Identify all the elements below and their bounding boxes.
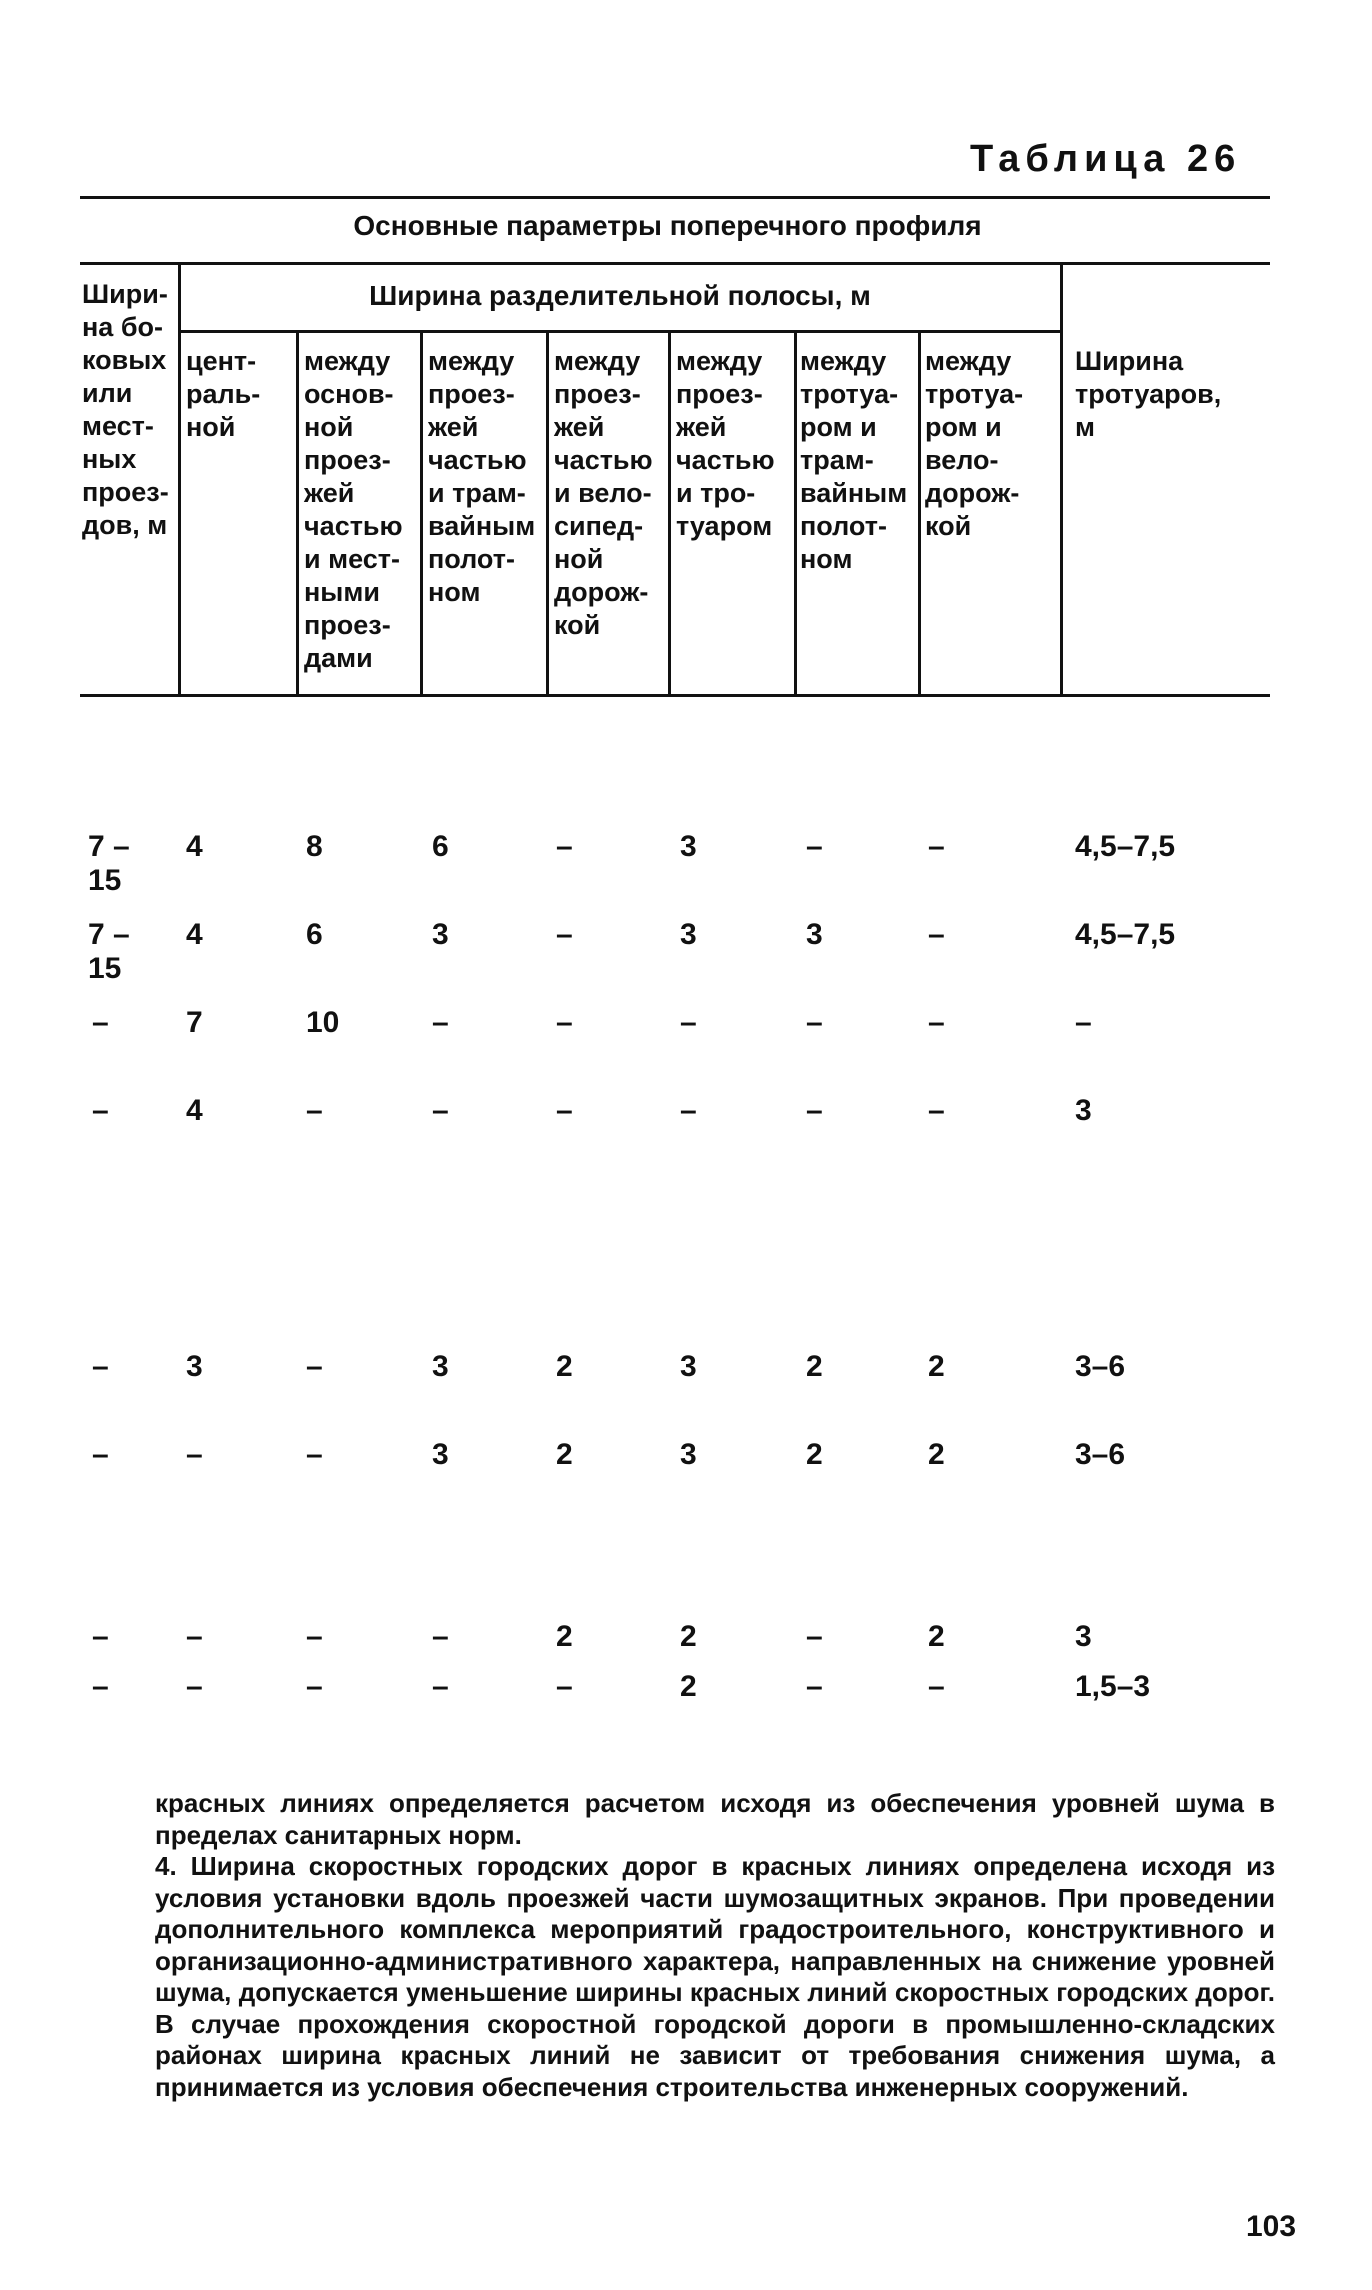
cell-sidewalk-width: 3–6 (1075, 1438, 1126, 1471)
cell-side: – (92, 1350, 109, 1383)
cell-sidewalk-bike: – (928, 1006, 945, 1039)
header-central: цент- раль- ной (186, 346, 261, 442)
cell-sidewalk-tram: 2 (806, 1438, 823, 1471)
cell-side: – (92, 1438, 109, 1471)
table-row (0, 1438, 1372, 1472)
cell-side: – (92, 1094, 109, 1127)
note-paragraph: красных линиях определяется расчетом исходя из обеспечения уровней шума в пределах санитарных норм. (155, 1788, 1275, 1850)
cell-main-local: – (306, 1620, 323, 1653)
cell-central: 3 (186, 1350, 203, 1383)
cell-main-local: 6 (306, 918, 323, 951)
rule-span-bottom (180, 330, 1060, 333)
cell-sidewalk-tram: – (806, 830, 823, 863)
cell-road-bike: – (556, 918, 573, 951)
header-side-roads: Шири- на бо- ковых или мест- ных проез- дов, м (82, 279, 169, 540)
col-divider-4 (546, 330, 549, 694)
cell-main-local: 8 (306, 830, 323, 863)
table-notes (155, 1788, 1275, 2103)
header-road-tram: между проез- жей частью и трам- вайным полот- ном (428, 346, 536, 607)
header-road-sidewalk: между проез- жей частью и тро- туаром (676, 346, 775, 541)
cell-central: 4 (186, 1094, 203, 1127)
cell-sidewalk-bike: – (928, 918, 945, 951)
table-row (0, 1350, 1372, 1384)
cell-road-tram: – (432, 1670, 449, 1703)
cell-sidewalk-width: 3 (1075, 1094, 1092, 1127)
cell-road-sidewalk: 2 (680, 1620, 697, 1653)
cell-central: 4 (186, 918, 203, 951)
col-divider-1 (178, 262, 181, 694)
cell-sidewalk-width: 1,5–3 (1075, 1670, 1151, 1703)
cell-sidewalk-width: 3–6 (1075, 1350, 1126, 1383)
cell-side: – (92, 1620, 109, 1653)
cell-sidewalk-width: 4,5–7,5 (1075, 918, 1176, 951)
cell-road-tram: 3 (432, 1350, 449, 1383)
header-road-bike: между проез- жей частью и вело- сипед- ной дорож- кой (554, 346, 653, 640)
cell-sidewalk-bike: 2 (928, 1620, 945, 1653)
cell-sidewalk-tram: 3 (806, 918, 823, 951)
cell-sidewalk-bike: 2 (928, 1350, 945, 1383)
cell-central: – (186, 1438, 203, 1471)
cell-sidewalk-bike: – (928, 1670, 945, 1703)
col-divider-7 (918, 330, 921, 694)
note-paragraph: 4. Ширина скоростных городских дорог в красных линиях определена исходя из условия установки вдоль проезжей части шумозащитных экранов. При проведении дополнительного комплекса мероприятий градостроительного, конструктивного и организационно-административного характера, направленных на снижение уровней шума, допускается уменьшение ширины красных линий скоростных городских дорог. В случае прохождения скоростной городской дороги в промышленно-складских районах ширина красных линий не зависит от требования снижения шума, а принимается из условия обеспечения строительства инженерных сооружений. (155, 1851, 1275, 2102)
cell-side: – (92, 1670, 109, 1703)
cell-road-sidewalk: 3 (680, 1438, 697, 1471)
header-sidewalk-bike: между тротуа- ром и вело- дорож- кой (925, 346, 1024, 541)
cell-road-bike: – (556, 1006, 573, 1039)
cell-sidewalk-bike: – (928, 1094, 945, 1127)
cell-central: – (186, 1620, 203, 1653)
cell-road-bike: – (556, 830, 573, 863)
rule-header-top (80, 262, 1270, 265)
rule-header-bottom (80, 694, 1270, 697)
cell-road-tram: – (432, 1620, 449, 1653)
table-title: Таблица 26 (970, 138, 1242, 180)
cell-road-bike: – (556, 1670, 573, 1703)
cell-central: 4 (186, 830, 203, 863)
cell-side: – (92, 1006, 109, 1039)
cell-road-bike: 2 (556, 1438, 573, 1471)
cell-main-local: 10 (306, 1006, 340, 1039)
cell-main-local: – (306, 1350, 323, 1383)
cell-road-sidewalk: – (680, 1094, 697, 1127)
cell-main-local: – (306, 1670, 323, 1703)
table-row (0, 1094, 1372, 1128)
cell-sidewalk-tram: 2 (806, 1350, 823, 1383)
cell-road-bike: – (556, 1094, 573, 1127)
cell-road-tram: 3 (432, 1438, 449, 1471)
col-divider-6 (794, 330, 797, 694)
cell-road-tram: – (432, 1094, 449, 1127)
table-row (0, 830, 1372, 897)
cell-road-sidewalk: 2 (680, 1670, 697, 1703)
cell-central: – (186, 1670, 203, 1703)
cell-road-tram: – (432, 1006, 449, 1039)
cell-main-local: – (306, 1438, 323, 1471)
table-row (0, 1620, 1372, 1654)
cell-side: 7 – 15 (88, 830, 130, 897)
cell-central: 7 (186, 1006, 203, 1039)
cell-sidewalk-width: 3 (1075, 1620, 1092, 1653)
table-caption: Основные параметры поперечного профиля (353, 210, 982, 241)
table-row (0, 1670, 1372, 1704)
cell-sidewalk-bike: – (928, 830, 945, 863)
cell-sidewalk-tram: – (806, 1620, 823, 1653)
rule-top (80, 196, 1270, 199)
cell-road-sidewalk: – (680, 1006, 697, 1039)
page-number: 103 (1246, 2210, 1297, 2243)
cell-main-local: – (306, 1094, 323, 1127)
cell-road-sidewalk: 3 (680, 918, 697, 951)
cell-sidewalk-tram: – (806, 1094, 823, 1127)
cell-road-bike: 2 (556, 1350, 573, 1383)
header-sidewalk-tram: между тротуа- ром и трам- вайным полот- ном (800, 346, 908, 574)
table-row (0, 918, 1372, 985)
col-divider-8 (1060, 262, 1063, 694)
cell-road-sidewalk: 3 (680, 830, 697, 863)
col-divider-3 (420, 330, 423, 694)
header-divider-strip-width: Ширина разделительной полосы, м (369, 280, 871, 311)
cell-sidewalk-bike: 2 (928, 1438, 945, 1471)
cell-sidewalk-width: – (1075, 1006, 1092, 1039)
cell-road-tram: 3 (432, 918, 449, 951)
col-divider-5 (668, 330, 671, 694)
cell-sidewalk-width: 4,5–7,5 (1075, 830, 1176, 863)
cell-side: 7 – 15 (88, 918, 130, 985)
col-divider-2 (296, 330, 299, 694)
header-sidewalk-width: Ширина тротуаров, м (1075, 346, 1222, 442)
cell-road-sidewalk: 3 (680, 1350, 697, 1383)
cell-sidewalk-tram: – (806, 1006, 823, 1039)
table-row (0, 1006, 1372, 1040)
cell-sidewalk-tram: – (806, 1670, 823, 1703)
cell-road-tram: 6 (432, 830, 449, 863)
header-main-local: между основ- ной проез- жей частью и мест- ными проез- дами (304, 346, 403, 673)
cell-road-bike: 2 (556, 1620, 573, 1653)
